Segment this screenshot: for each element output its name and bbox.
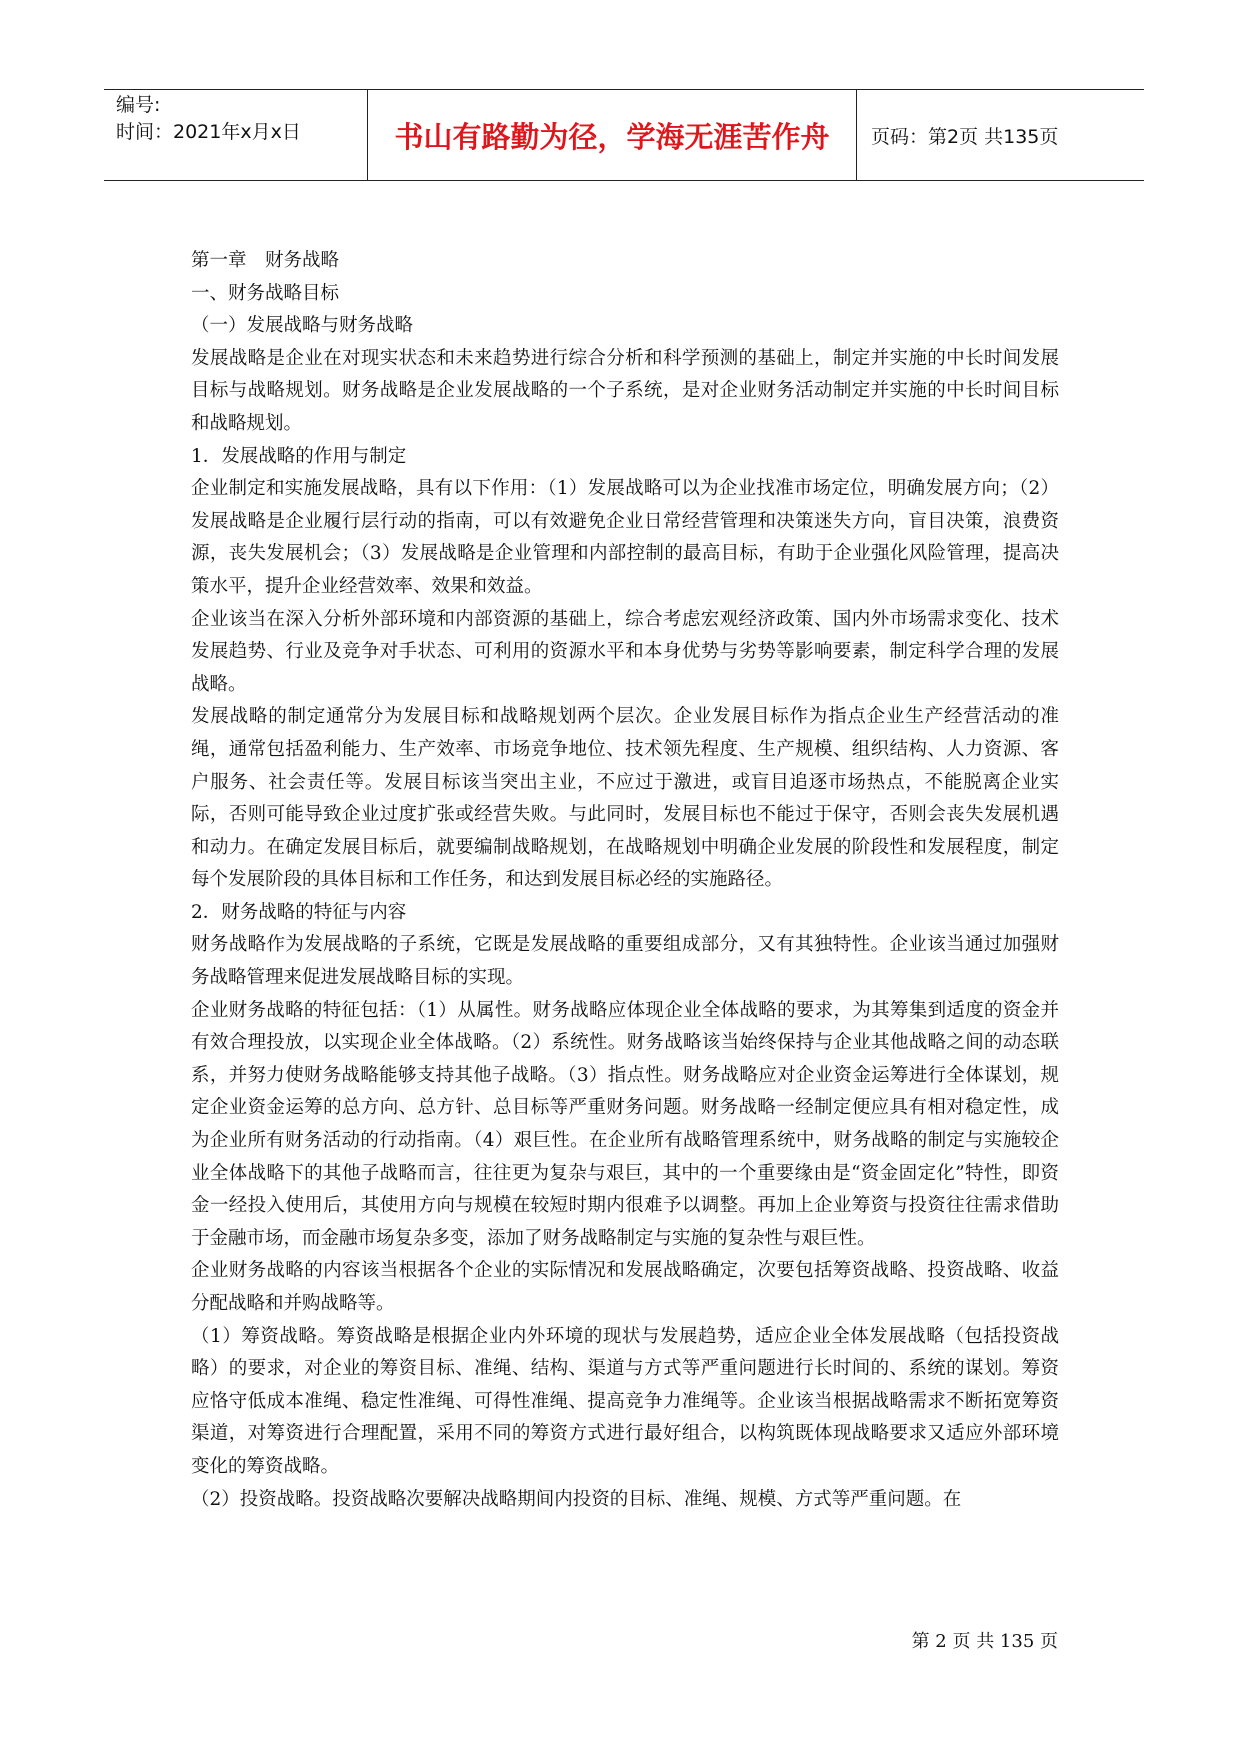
page-header [104,89,1144,181]
document-number-label: 编号: [116,94,161,116]
item-heading: 1．发展战略的作用与制定 [191,445,407,467]
page-footer: 第 2 页 共 135 页 [911,1631,1058,1652]
body-paragraph: 企业财务战略的内容该当根据各个企业的实际情况和发展战略确定，次要包括筹资战略、投资战略、收益分配战略和并购战略等。 [191,1260,1059,1314]
header-motto: 书山有路勤为径，学海无涯苦作舟 [368,90,857,180]
header-page-label: 页码：第2页 共135页 [871,125,1059,148]
body-paragraph: 发展战略的制定通常分为发展目标和战略规划两个层次。企业发展目标作为指点企业生产经营活动的准绳，通常包括盈利能力、生产效率、市场竞争地位、技术领先程度、生产规模、组织结构、人力资源、客户服务、社会责任等。发展目标该当突出主业，不应过于激进，或盲目追逐市场热点，不能脱离企业实际，否则可能导致企业过度扩张或经营失败。与此同时，发展目标也不能过于保守，否则会丧失发展机遇和动力。在确定发展目标后，就要编制战略规划，在战略规划中明确企业发展的阶段性和发展程度，制定每个发展阶段的具体目标和工作任务，和达到发展目标必经的实施路径。 [191,706,1059,891]
chapter-title: 第一章 财务战略 [191,250,340,271]
item-heading: 2．财务战略的特征与内容 [191,901,407,923]
body-paragraph: 企业财务战略的特征包括：（1）从属性。财务战略应体现企业全体战略的要求，为其筹集到适度的资金并有效合理投放，以实现企业全体战略。（2）系统性。财务战略该当始终保持与企业其他战略之间的动态联系，并努力使财务战略能够支持其他子战略。（3）指点性。财务战略应对企业资金运筹进行全体谋划，规定企业资金运筹的总方向、总方针、总目标等严重财务问题。财务战略一经制定便应具有相对稳定性，成为企业所有财务活动的行动指南。（4）艰巨性。在企业所有战略管理系统中，财务战略的制定与实施较企业全体战略下的其他子战略而言，往往更为复杂与艰巨，其中的一个重要缘由是“资金固定化”特性，即资金一经投入使用后，其使用方向与规模在较短时期内很难予以调整。再加上企业筹资与投资往往需求借助于金融市场，而金融市场复杂多变，添加了财务战略制定与实施的复杂性与艰巨性。 [191,999,1059,1249]
body-paragraph: （2）投资战略。投资战略次要解决战略期间内投资的目标、准绳、规模、方式等严重问题。在 [191,1488,962,1510]
body-paragraph: 发展战略是企业在对现实状态和未来趋势进行综合分析和科学预测的基础上，制定并实施的中长时间发展目标与战略规划。财务战略是企业发展战略的一个子系统，是对企业财务活动制定并实施的中长时间目标和战略规划。 [191,347,1059,434]
document-body [191,245,1059,1516]
section-heading: 一、财务战略目标 [191,282,340,304]
body-paragraph: 企业制定和实施发展战略，具有以下作用：（1）发展战略可以为企业找准市场定位，明确发展方向；（2）发展战略是企业履行层行动的指南，可以有效避免企业日常经营管理和决策迷失方向，盲目决策，浪费资源，丧失发展机会；（3）发展战略是企业管理和内部控制的最高目标，有助于企业强化风险管理，提高决策水平，提升企业经营效率、效果和效益。 [191,478,1059,597]
subsection-heading: （一）发展战略与财务战略 [191,315,414,337]
body-paragraph: （1）筹资战略。筹资战略是根据企业内外环境的现状与发展趋势，适应企业全体发展战略（包括投资战略）的要求，对企业的筹资目标、准绳、结构、渠道与方式等严重问题进行长时间的、系统的谋划。筹资应恪守低成本准绳、稳定性准绳、可得性准绳、提高竞争力准绳等。企业该当根据战略需求不断拓宽筹资渠道，对筹资进行合理配置，采用不同的筹资方式进行最好组合，以构筑既体现战略要求又适应外部环境变化的筹资战略。 [191,1325,1059,1477]
header-left-cell [104,90,368,180]
document-time-label: 时间：2021年x月x日 [116,121,301,143]
body-paragraph: 企业该当在深入分析外部环境和内部资源的基础上，综合考虑宏观经济政策、国内外市场需求变化、技术发展趋势、行业及竞争对手状态、可利用的资源水平和本身优势与劣势等影响要素，制定科学合理的发展战略。 [191,608,1059,695]
body-paragraph: 财务战略作为发展战略的子系统，它既是发展战略的重要组成部分，又有其独特性。企业该当通过加强财务战略管理来促进发展战略目标的实现。 [191,934,1059,989]
